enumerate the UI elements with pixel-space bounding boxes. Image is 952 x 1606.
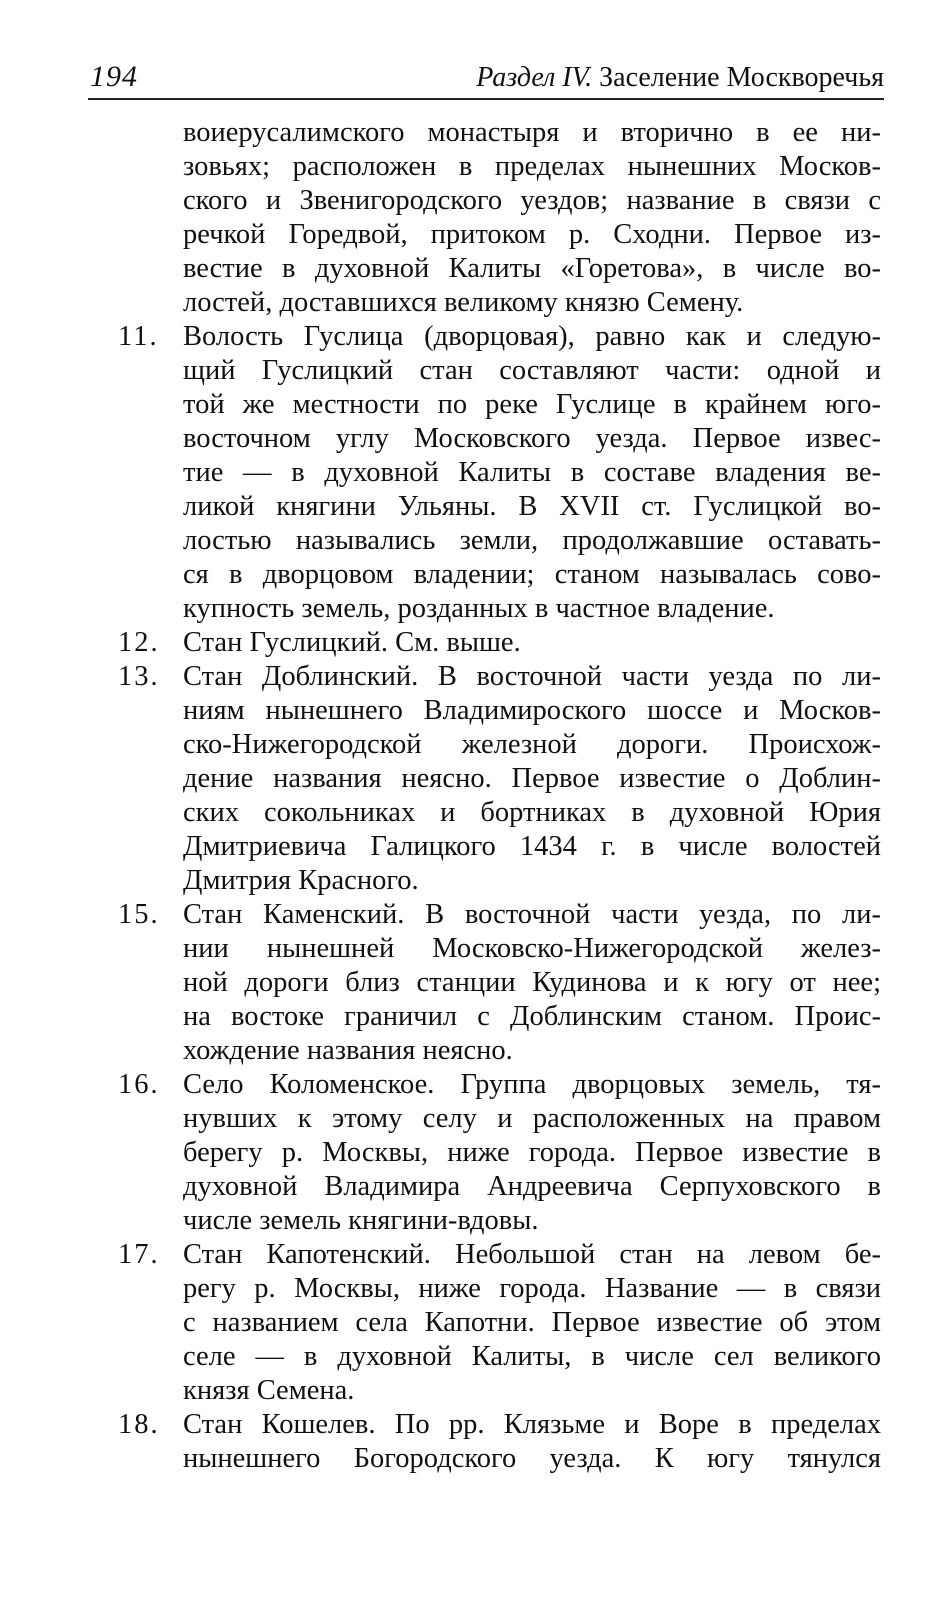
text-line: селе — в духовной Калиты, в числе сел великого (183, 1341, 881, 1372)
text-line: с названием села Капотни. Первое известие об этом (183, 1307, 881, 1338)
running-title (476, 62, 884, 94)
entry-number: 13. (118, 661, 160, 692)
text-line: ско-Нижегородской железной дороги. Происхож- (183, 729, 881, 760)
text-line: нынешнего Богородского уезда. К югу тянулся (183, 1443, 881, 1474)
text-line: ся в дворцовом владении; станом называлась сово- (183, 559, 881, 590)
entry-number: 16. (118, 1069, 160, 1100)
entry-number: 18. (118, 1409, 160, 1440)
text-line: Волость Гуслица (дворцовая), равно как и следую- (183, 321, 881, 352)
text-line: зовьях; расположен в пределах нынешних Москов- (183, 151, 881, 182)
text-line: числе земель княгини-вдовы. (183, 1205, 539, 1236)
text-line: той же местности по реке Гуслице в крайнем юго- (183, 389, 881, 420)
section-label: Раздел IV. (476, 62, 593, 93)
text-line: Дмитрия Красного. (183, 865, 419, 896)
text-line: Село Коломенское. Группа дворцовых земель, тя- (183, 1069, 881, 1100)
text-line: Стан Кошелев. По рр. Клязьме и Воре в пределах (183, 1409, 881, 1440)
text-line: восточном углу Московского уезда. Первое извес- (183, 423, 881, 454)
text-line: ликой княгини Ульяны. В XVII ст. Гуслицкой во- (183, 491, 881, 522)
entry-number: 15. (118, 899, 160, 930)
entry-number: 17. (118, 1239, 160, 1270)
text-line: нии нынешней Московско-Нижегородской желез- (183, 933, 881, 964)
text-line: Стан Каменский. В восточной части уезда, по ли- (183, 899, 881, 930)
text-line: нувших к этому селу и расположенных на правом (183, 1103, 881, 1134)
text-line: тие — в духовной Калиты в составе владения ве- (183, 457, 881, 488)
text-line: Стан Доблинский. В восточной части уезда по ли- (183, 661, 881, 692)
text-line: ского и Звенигородского уездов; название в связи с (183, 185, 881, 216)
text-line: ной дороги близ станции Кудинова и к югу от нее; (183, 967, 881, 998)
text-line: речкой Горедвой, притоком р. Сходни. Первое из- (183, 219, 881, 250)
text-line: хождение названия неясно. (183, 1035, 513, 1066)
text-line: духовной Владимира Андреевича Серпуховского в (183, 1171, 881, 1202)
chapter-title: Заселение Москворечья (599, 62, 884, 93)
text-line: Дмитриевича Галицкого 1434 г. в числе волостей (183, 831, 881, 862)
text-line: Стан Гуслицкий. См. выше. (183, 627, 521, 658)
text-line: дение названия неясно. Первое известие о Доблин- (183, 763, 881, 794)
text-line: купность земель, розданных в частное владение. (183, 593, 775, 624)
text-line: ниям нынешнего Владимироского шоссе и Москов- (183, 695, 881, 726)
text-line: ских сокольниках и бортниках в духовной Юрия (183, 797, 881, 828)
entry-number: 11. (118, 321, 159, 352)
running-header (88, 58, 884, 100)
text-line: князя Семена. (183, 1375, 355, 1406)
text-line: воиерусалимского монастыря и вторично в ее ни- (183, 117, 881, 148)
text-line: берегу р. Москвы, ниже города. Первое известие в (183, 1137, 881, 1168)
text-line: вестие в духовной Калиты «Горетова», в числе во- (183, 253, 881, 284)
text-line: Стан Капотенский. Небольшой стан на левом бе- (183, 1239, 881, 1270)
page-number: 194 (90, 60, 138, 93)
text-line: регу р. Москвы, ниже города. Название — в связи (183, 1273, 881, 1304)
text-line: лостью назывались земли, продолжавшие оставать- (183, 525, 881, 556)
text-line: щий Гуслицкий стан составляют части: одной и (183, 355, 881, 386)
entry-number: 12. (118, 627, 160, 658)
text-line: на востоке граничил с Доблинским станом. Проис- (183, 1001, 881, 1032)
text-line: лостей, доставшихся великому князю Семену. (183, 287, 744, 318)
